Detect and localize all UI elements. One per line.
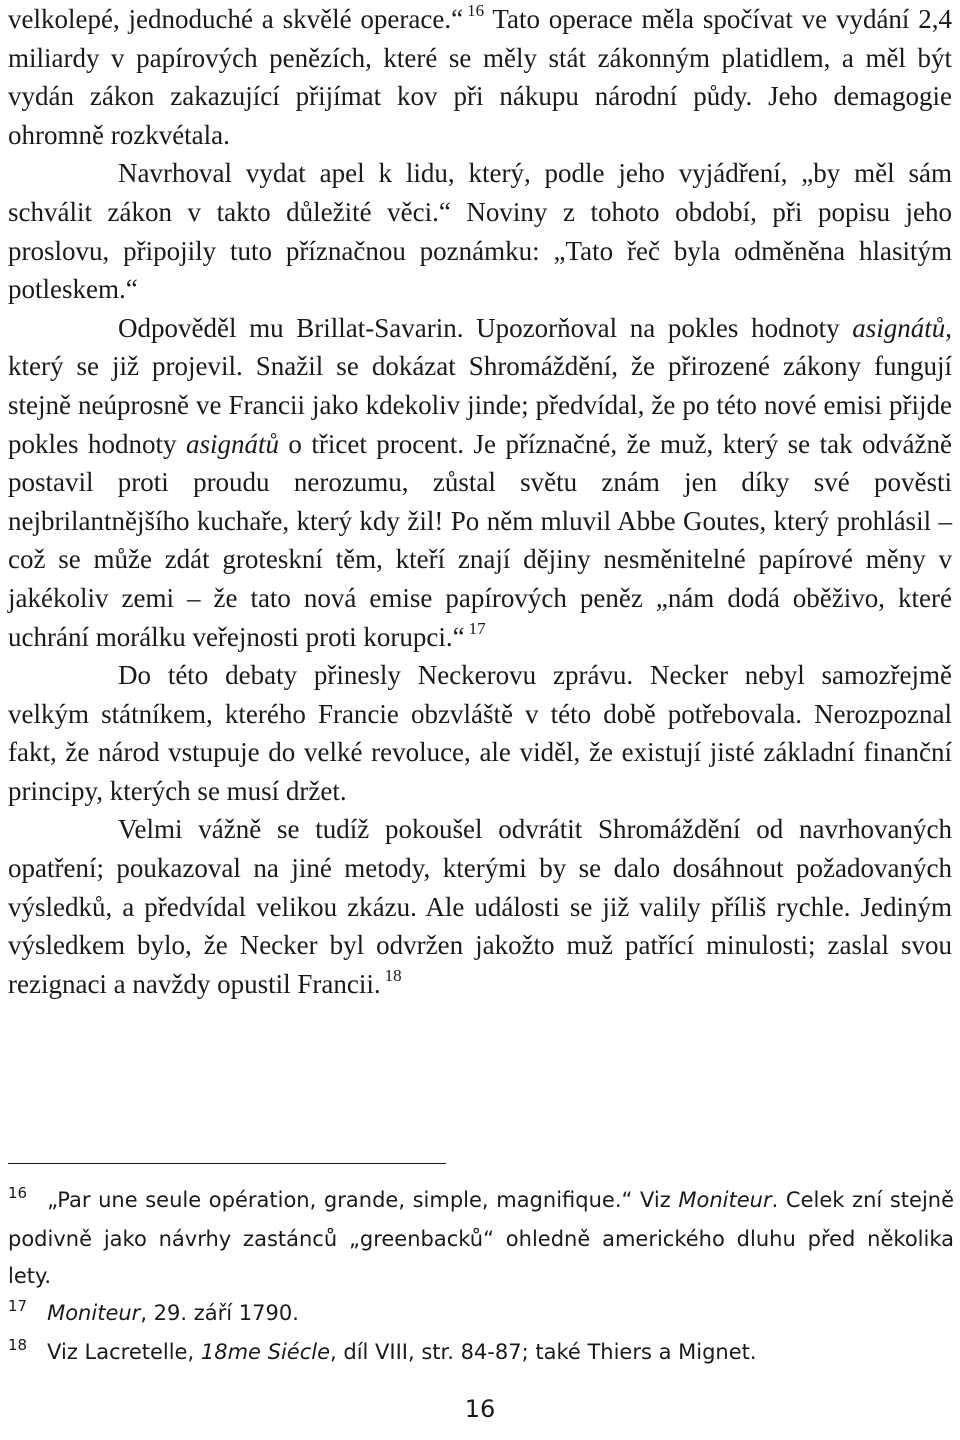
text-run: , díl VIII, str. 84-87; také Thiers a Mignet. [330,1340,757,1364]
text-run: o třicet procent. Je příznačné, že muž, který se tak odvážně postavil proti proudu nerozumu, zůstal světu znám jen díky své pověsti nejbrilantnějšího kuchaře, který kdy žil! Po něm mluvil Abbe Goutes, který prohlásil – což se může zdát groteskní těm, kteří znají dějiny nesměnitelné papírové měny v jakékoliv zemi – že tato nová emise papírových peněz „nám dodá oběživo, které uchrání morálku veřejnosti proti korupci.“ [8,428,953,652]
text-run: Odpověděl mu Brillat-Savarin. Upozorňoval na pokles hodnoty [118,312,853,343]
footnote [8,1295,954,1334]
text-run: Do této debaty přinesly Neckerovu zprávu. Necker nebyl samozřejmě velkým státníkem, kterého Francie obzvláště v této době potřebovala. Nerozpoznal fakt, že národ vstupuje do velké revoluce, ale viděl, že existují jisté základní finanční principy, kterých se musí držet. [8,660,952,806]
text-run: , 29. září 1790. [140,1301,299,1325]
text-run: velkolepé, jednoduché a skvělé operace.“ [8,4,464,34]
footnote-reference: 16 [467,1,485,20]
italic-term: 18me Siécle [200,1340,331,1364]
footnote-number: 18 [8,1336,28,1354]
text-run: , který se již projevil. Snažil se dokázat Shromáždění, že přirozené zákony fungují stejně neúprosně ve Francii jako kdekoliv jinde; předvídal, že po této nové emisi přijde pokles hodnoty [8,312,952,459]
text-run: Navrhoval vydat apel k lidu, který, podle jeho vyjádření, „by měl sám schválit zákon v takto důležité věci.“ Noviny z tohoto období, při popisu jeho proslovu, připojily tuto příznačnou poznámku: „Tato řeč byla odměněna hlasitým potleskem.“ [8,158,952,305]
footnote-separator [8,1163,446,1164]
text-run: . Celek zní stejně podivně jako návrhy zastánců „greenbacků“ ohledně amerického dluhu před několika lety. [8,1188,955,1288]
text-run: Velmi vážně se tudíž pokoušel odvrátit Shromáždění od navrhovaných opatření; poukazoval na jiné metody, kterými by se dalo dosáhnout požadovaných výsledků, a předvídal velikou zkázu. Ale události se již valily příliš rychle. Jediným výsledkem bylo, že Necker byl odvržen jakožto muž patřící minulosti; zaslal svou rezignaci a navždy opustil Francii. [8,814,952,999]
paragraph [8,810,952,1003]
italic-term: asignátů [185,428,279,459]
footnotes [8,1182,954,1373]
italic-term: asignátů [852,312,946,343]
footnote-number: 17 [8,1297,28,1315]
paragraph [8,0,952,154]
footnote-reference: 18 [384,965,402,985]
body-text [8,0,952,1003]
text-run: Tato operace měla spočívat ve vydání 2,4 miliardy v papírových penězích, které se měly stát zákonným platidlem, a měl být vydán zákon zakazující přijímat kov při nákupu národní půdy. Jeho demagogie ohromně rozkvétala. [8,4,952,150]
page-number: 16 [464,1395,496,1423]
paragraph [8,656,952,810]
paragraph [8,309,952,656]
footnote [8,1182,954,1295]
text-run: Viz Lacretelle, [47,1340,201,1364]
text-run: „Par une seule opération, grande, simple, magnifique.“ Viz [47,1188,679,1212]
footnote-number: 16 [8,1184,28,1202]
italic-term: Moniteur [47,1301,141,1325]
italic-term: Moniteur [678,1188,772,1212]
paragraph [8,154,952,308]
footnote-reference: 17 [468,618,486,638]
footnote [8,1334,954,1373]
